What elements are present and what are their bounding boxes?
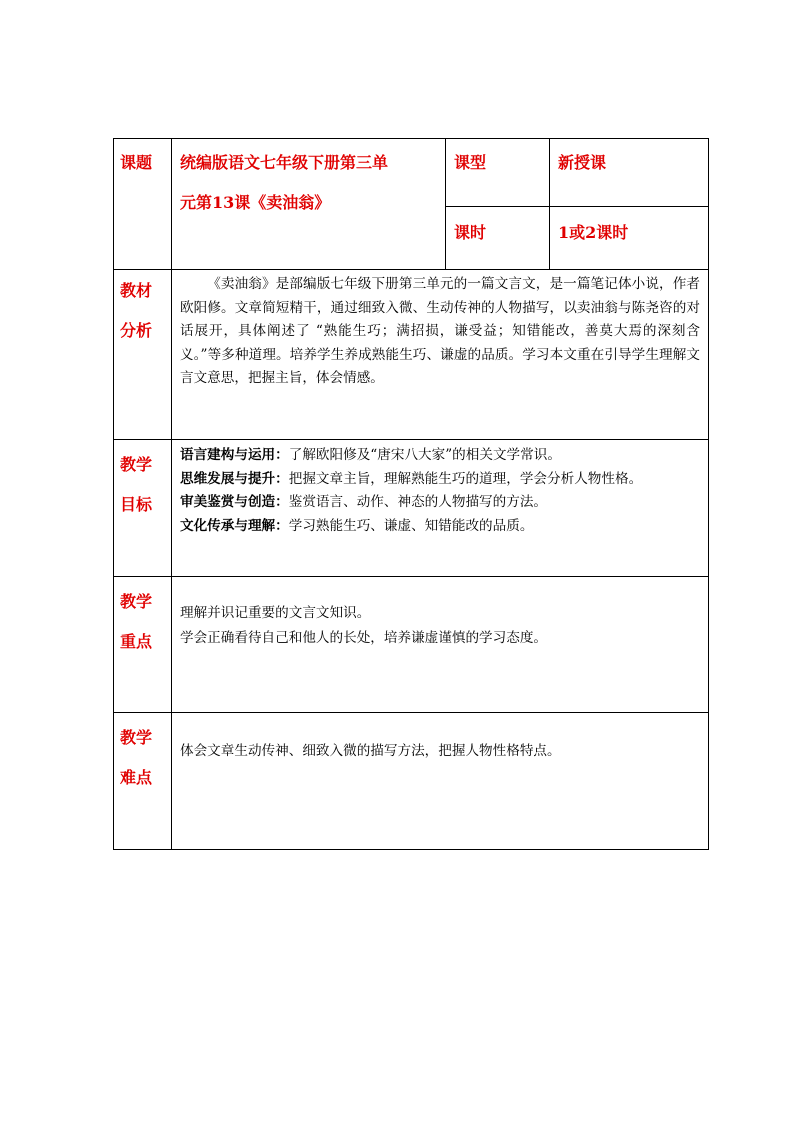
difficulties-label-1: 教学 (120, 728, 153, 747)
lesson-type-label: 课型 (446, 139, 550, 207)
class-hours-value: 1或2课时 (550, 207, 709, 270)
key-points-label (114, 577, 172, 713)
goals-list (172, 440, 709, 577)
goal-text: 了解欧阳修及“唐宋八大家”的相关文学常识。 (288, 447, 561, 463)
goal-heading: 文化传承与理解： (180, 517, 289, 534)
key-points-text (172, 577, 709, 713)
goal-text: 把握文章主旨，理解熟能生巧的道理，学会分析人物性格。 (288, 470, 643, 487)
key-point-line: 学会正确看待自己和他人的长处，培养谦虚谨慎的学习态度。 (180, 630, 548, 646)
topic-title (172, 139, 446, 270)
analysis-row (114, 270, 709, 440)
goal-item (180, 491, 700, 515)
key-points-label-2: 重点 (120, 632, 153, 651)
goals-label-1: 教学 (120, 455, 153, 474)
analysis-label (114, 270, 172, 440)
goal-item (180, 515, 700, 539)
goals-label-2: 目标 (120, 495, 153, 514)
analysis-label-1: 教材 (120, 281, 153, 300)
goal-text: 鉴赏语言、动作、神态的人物描写的方法。 (288, 494, 548, 510)
analysis-label-2: 分析 (120, 321, 153, 340)
goals-label (114, 440, 172, 577)
key-points-row (114, 577, 709, 713)
difficulties-label (114, 713, 172, 850)
goal-heading: 审美鉴赏与创造： (180, 494, 289, 510)
goal-item (180, 444, 700, 468)
topic-label: 课题 (114, 139, 172, 270)
goal-item (180, 468, 700, 492)
goals-row (114, 440, 709, 577)
lesson-plan-table (113, 138, 709, 850)
goal-heading: 思维发展与提升： (180, 470, 289, 487)
header-row-1 (114, 139, 709, 207)
difficulties-text (172, 713, 709, 850)
topic-title-line1: 统编版语文七年级下册第三单 (180, 153, 389, 172)
lesson-type-value: 新授课 (550, 139, 709, 207)
difficulty-line: 体会文章生动传神、细致入微的描写方法，把握人物性格特点。 (180, 743, 561, 759)
key-points-label-1: 教学 (120, 592, 153, 611)
goal-text: 学习熟能生巧、谦虚、知错能改的品质。 (288, 517, 534, 534)
difficulties-label-2: 难点 (120, 768, 153, 787)
topic-title-line2: 元第13课《卖油翁》 (180, 193, 331, 212)
analysis-text: 《卖油翁》是部编版七年级下册第三单元的一篇文言文，是一篇笔记体小说，作者欧阳修。文章简短精干，通过细致入微、生动传神的人物描写，以卖油翁与陈尧咨的对话展开，具体阐述了 “熟能生巧；满招损，谦受益；知错能改，善莫大焉的深刻含义。”等多种道理。培养学生养成熟能生巧、谦虚的品质。学习本文重在引导学生理解文言文意思，把握主旨，体会情感。 (172, 270, 709, 440)
difficulties-row (114, 713, 709, 850)
goal-heading: 语言建构与运用： (180, 447, 289, 463)
key-point-line: 理解并识记重要的文言文知识。 (180, 605, 371, 621)
class-hours-label: 课时 (446, 207, 550, 270)
